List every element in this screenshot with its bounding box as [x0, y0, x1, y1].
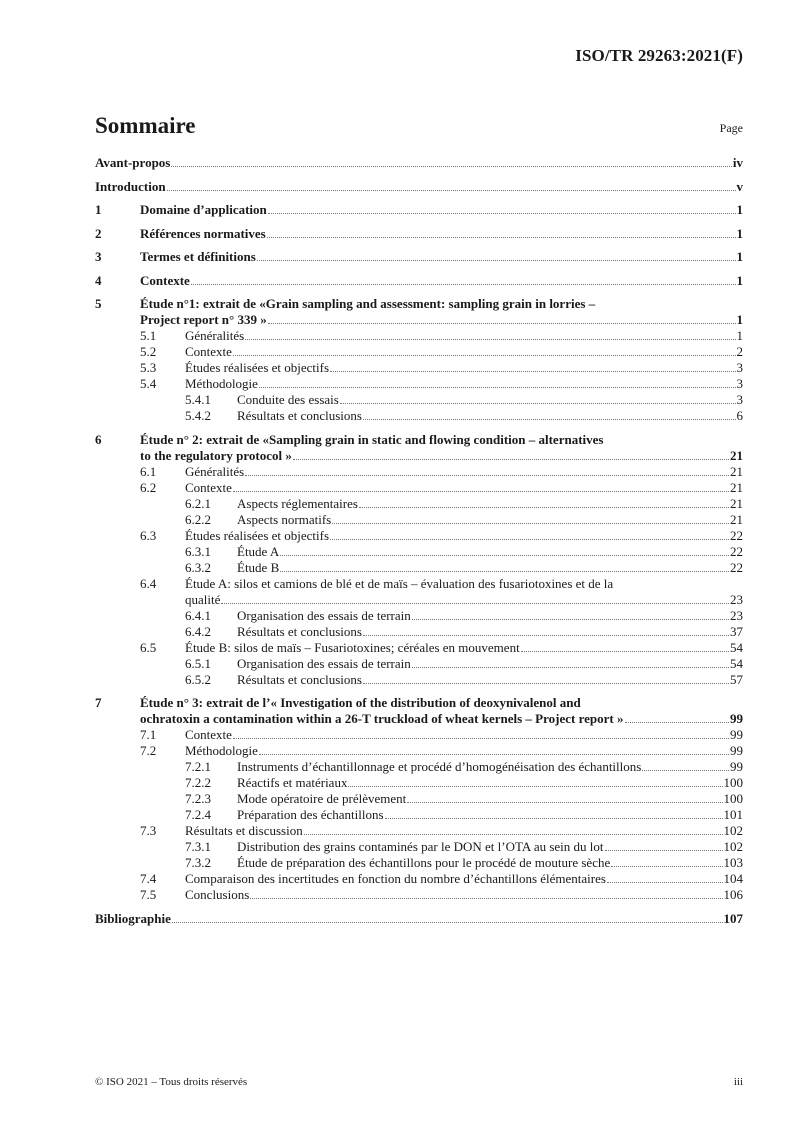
toc-entry-page: 54 [730, 639, 743, 655]
toc-entry-page: 2 [736, 344, 743, 359]
dot-leader [250, 898, 722, 899]
toc-entry-number: 6.4.2 [185, 623, 211, 639]
toc-entry-page: 21 [730, 495, 743, 511]
toc-entry[interactable] [95, 296, 743, 328]
toc-entry-number: 7.2.4 [185, 807, 211, 822]
toc-entry-page: 104 [723, 871, 743, 886]
toc-entry-number: 6.3.2 [185, 559, 211, 575]
dot-leader [611, 866, 722, 867]
dot-leader [607, 882, 723, 883]
toc-entry[interactable] [95, 743, 743, 759]
toc-entry-number: 6 [95, 431, 102, 447]
toc-entry-title: Aspects réglementaires [237, 495, 358, 511]
dot-leader [363, 683, 729, 684]
toc-entry[interactable] [95, 775, 743, 791]
toc-entry-number: 7.3.1 [185, 839, 211, 854]
toc-entry-page: 99 [730, 743, 743, 758]
toc-entry-number: 5.4 [140, 376, 157, 391]
toc-entry-title: Généralités [185, 463, 245, 479]
toc-entry-page: 54 [730, 655, 743, 671]
toc-entry-title: Introduction [95, 178, 166, 194]
toc-entry-page: 3 [736, 392, 743, 407]
toc-entry-title: Termes et définitions [140, 249, 256, 264]
toc-entry-page: 102 [723, 823, 743, 838]
toc-entry-title: Domaine d’application [140, 202, 267, 217]
toc-entry-page: 21 [730, 447, 743, 463]
toc-entry-title: Instruments d’échantillonnage et procédé d’homogénéisation des échantillons [237, 759, 642, 774]
dot-leader [259, 754, 729, 755]
dot-leader [348, 786, 722, 787]
toc-entry[interactable] [95, 608, 743, 624]
toc-entry[interactable] [95, 273, 743, 289]
toc-entry-number: 6.5.1 [185, 655, 211, 671]
toc-entry-number: 5.1 [140, 328, 157, 343]
dot-leader [385, 818, 723, 819]
toc-entry-page: 3 [736, 360, 743, 375]
toc-entry-number: 7.2.2 [185, 775, 211, 790]
dot-leader [412, 667, 729, 668]
dot-leader [330, 371, 735, 372]
toc-entry-title: Résultats et conclusions [237, 408, 362, 423]
toc-entry-number: 5.2 [140, 344, 157, 359]
toc-entry-page: 22 [730, 559, 743, 575]
dot-leader [363, 419, 736, 420]
toc-entry-page: 21 [730, 463, 743, 479]
copyright-footer: © ISO 2021 – Tous droits réservés [95, 1076, 248, 1088]
dot-leader [257, 260, 736, 261]
toc-entry-page: 100 [723, 791, 743, 806]
toc-entry-title: Étude A [237, 543, 280, 559]
toc-entry-page: 100 [723, 775, 743, 790]
toc-entry-title: Aspects normatifs [237, 511, 332, 527]
dot-leader [245, 339, 735, 340]
toc-entry-page: 22 [730, 527, 743, 543]
toc-entry-page: 1 [736, 328, 743, 343]
toc-entry-number: 5.4.2 [185, 408, 211, 423]
toc-entry-title-line1: Étude n° 3: extrait de l’« Investigation of the distribution of deoxynivalenol and [140, 695, 581, 710]
dot-leader [171, 166, 732, 167]
table-of-contents [95, 155, 743, 927]
toc-entry-title: Avant-propos [95, 155, 171, 170]
toc-entry-title: to the regulatory protocol » [140, 447, 292, 463]
toc-entry[interactable] [95, 179, 743, 195]
toc-entry-title: Résultats et discussion [185, 823, 303, 838]
toc-entry-title: Contexte [185, 344, 232, 359]
dot-leader [625, 722, 730, 723]
dot-leader [233, 738, 729, 739]
toc-entry-page: 99 [730, 711, 743, 726]
toc-entry[interactable] [95, 576, 743, 608]
toc-entry-page: 21 [730, 511, 743, 527]
toc-entry-title: Étude B: silos de maïs – Fusariotoxines; céréales en mouvement [185, 639, 520, 655]
toc-entry-number: 6.4 [140, 575, 157, 591]
toc-entry[interactable] [95, 727, 743, 743]
toc-entry[interactable] [95, 480, 743, 496]
toc-entry-number: 1 [95, 202, 102, 217]
toc-entry-page: 107 [723, 910, 743, 926]
toc-entry-page: 99 [730, 759, 743, 774]
toc-entry-page: 103 [723, 855, 743, 870]
toc-entry-number: 7.2.1 [185, 759, 211, 774]
dot-leader [293, 459, 729, 460]
dot-leader [191, 284, 736, 285]
toc-entry-title: Contexte [185, 479, 232, 495]
toc-entry-page: 6 [736, 408, 743, 423]
toc-entry-title: Méthodologie [185, 743, 258, 758]
toc-entry-title: Bibliographie [95, 910, 171, 926]
toc-entry-title: Conduite des essais [237, 392, 339, 407]
toc-entry-number: 7.2.3 [185, 791, 211, 806]
toc-entry-number: 6.5 [140, 639, 157, 655]
toc-entry[interactable] [95, 512, 743, 528]
toc-entry[interactable] [95, 249, 743, 265]
document-id-header: ISO/TR 29263:2021(F) [575, 46, 743, 65]
toc-entry[interactable] [95, 695, 743, 727]
toc-entry[interactable] [95, 871, 743, 887]
toc-entry-title-line1: Étude n°1: extrait de «Grain sampling and assessment: sampling grain in lorries – [140, 296, 596, 311]
dot-leader [280, 571, 729, 572]
toc-entry-title: Contexte [185, 727, 232, 742]
toc-entry-title: Project report n° 339 » [140, 312, 267, 327]
page-number: iii [733, 1076, 743, 1088]
toc-entry-number: 7.3.2 [185, 855, 211, 870]
toc-entry-title: Méthodologie [185, 376, 258, 391]
toc-entry[interactable] [95, 672, 743, 688]
toc-entry[interactable] [95, 855, 743, 871]
toc-entry-title: Références normatives [140, 225, 266, 241]
toc-entry-page: 1 [736, 312, 743, 327]
toc-entry[interactable] [95, 791, 743, 807]
toc-entry-page: 101 [723, 807, 743, 822]
toc-entry[interactable] [95, 640, 743, 656]
dot-leader [407, 802, 722, 803]
toc-entry-number: 6.1 [140, 463, 157, 479]
toc-entry-number: 6.2 [140, 479, 157, 495]
page-title: Sommaire [95, 113, 196, 138]
toc-entry-title: Réactifs et matériaux [237, 775, 348, 790]
toc-entry-title: Étude B [237, 559, 280, 575]
toc-entry[interactable] [95, 464, 743, 480]
toc-entry-number: 7 [95, 695, 102, 710]
toc-entry-number: 7.2 [140, 743, 157, 758]
toc-entry-title: Étude de préparation des échantillons pour le procédé de mouture sèche [237, 855, 611, 870]
toc-entry-title: Généralités [185, 328, 245, 343]
toc-entry-number: 7.1 [140, 727, 157, 742]
dot-leader [359, 507, 729, 508]
toc-entry-page: 106 [723, 887, 743, 902]
toc-entry-title: Mode opératoire de prélèvement [237, 791, 407, 806]
toc-entry-title-line1: Étude A: silos et camions de blé et de maïs – évaluation des fusariotoxines et de la [185, 575, 614, 591]
toc-entry[interactable] [95, 887, 743, 903]
toc-entry-page: 1 [736, 272, 743, 288]
toc-entry[interactable] [95, 392, 743, 408]
toc-entry[interactable] [95, 432, 743, 464]
toc-entry-title: Organisation des essais de terrain [237, 607, 411, 623]
toc-entry[interactable] [95, 759, 743, 775]
dot-leader [172, 922, 723, 923]
toc-entry-number: 6.2.2 [185, 511, 211, 527]
toc-entry[interactable] [95, 560, 743, 576]
page-column-label: Page [719, 121, 743, 135]
toc-entry-number: 7.3 [140, 823, 157, 838]
toc-entry-title: Distribution des grains contaminés par le DON et l’OTA au sein du lot [237, 839, 604, 854]
toc-entry-page: 37 [730, 623, 743, 639]
toc-entry[interactable] [95, 328, 743, 344]
dot-leader [233, 355, 736, 356]
toc-entry-page: 1 [736, 202, 743, 217]
dot-leader [340, 403, 736, 404]
toc-entry-number: 4 [95, 272, 102, 288]
toc-entry-number: 7.5 [140, 887, 157, 902]
toc-entry-number: 5 [95, 296, 102, 311]
toc-entry[interactable] [95, 911, 743, 927]
toc-entry-title-line1: Étude n° 2: extrait de «Sampling grain in static and flowing condition – alternatives [140, 431, 604, 447]
dot-leader [221, 603, 729, 604]
toc-entry-title: Contexte [140, 272, 190, 288]
toc-entry-page: 1 [736, 249, 743, 264]
toc-entry-page: 99 [730, 727, 743, 742]
dot-leader [642, 770, 729, 771]
toc-entry[interactable] [95, 408, 743, 424]
toc-entry-title: Conclusions [185, 887, 250, 902]
toc-entry-number: 5.4.1 [185, 392, 211, 407]
toc-entry-page: 22 [730, 543, 743, 559]
toc-entry[interactable] [95, 226, 743, 242]
toc-entry[interactable] [95, 528, 743, 544]
dot-leader [363, 635, 729, 636]
toc-entry-page: 102 [723, 839, 743, 854]
toc-entry-title: Études réalisées et objectifs [185, 527, 330, 543]
toc-entry-title: Organisation des essais de terrain [237, 655, 411, 671]
toc-entry-number: 6.3.1 [185, 543, 211, 559]
dot-leader [521, 651, 729, 652]
toc-entry-number: 6.2.1 [185, 495, 211, 511]
toc-entry[interactable] [95, 376, 743, 392]
toc-entry-number: 3 [95, 249, 102, 264]
dot-leader [280, 555, 729, 556]
toc-entry-number: 6.5.2 [185, 671, 211, 687]
toc-entry-number: 6.3 [140, 527, 157, 543]
toc-entry-page: 1 [736, 225, 743, 241]
dot-leader [412, 619, 729, 620]
dot-leader [245, 475, 729, 476]
toc-entry[interactable] [95, 544, 743, 560]
toc-entry[interactable] [95, 155, 743, 171]
dot-leader [259, 387, 736, 388]
dot-leader [167, 190, 736, 191]
dot-leader [233, 491, 729, 492]
toc-entry-title: ochratoxin a contamination within a 26-T truckload of wheat kernels – Project report » [140, 711, 624, 726]
toc-entry-number: 5.3 [140, 360, 157, 375]
toc-entry[interactable] [95, 823, 743, 839]
toc-entry-page: 23 [730, 607, 743, 623]
toc-entry-page: 57 [730, 671, 743, 687]
toc-entry-title: Préparation des échantillons [237, 807, 384, 822]
dot-leader [304, 834, 723, 835]
toc-entry[interactable] [95, 202, 743, 218]
toc-entry-title: Résultats et conclusions [237, 671, 362, 687]
toc-entry-number: 6.4.1 [185, 607, 211, 623]
dot-leader [332, 523, 729, 524]
toc-entry-title: Études réalisées et objectifs [185, 360, 330, 375]
dot-leader [267, 237, 736, 238]
dot-leader [268, 213, 736, 214]
dot-leader [330, 539, 729, 540]
toc-entry[interactable] [95, 344, 743, 360]
toc-entry-page: 21 [730, 479, 743, 495]
toc-entry-page: iv [732, 155, 743, 170]
toc-entry-title: Résultats et conclusions [237, 623, 362, 639]
toc-entry[interactable] [95, 624, 743, 640]
toc-entry[interactable] [95, 360, 743, 376]
toc-entry-title: qualité [185, 591, 221, 607]
toc-entry-page: v [736, 178, 743, 194]
dot-leader [605, 850, 723, 851]
toc-entry-page: 23 [730, 591, 743, 607]
dot-leader [268, 323, 736, 324]
toc-entry-number: 2 [95, 225, 102, 241]
toc-entry-page: 3 [736, 376, 743, 391]
toc-entry-title: Comparaison des incertitudes en fonction du nombre d’échantillons élémentaires [185, 871, 606, 886]
toc-entry-number: 7.4 [140, 871, 157, 886]
toc-entry[interactable] [95, 839, 743, 855]
toc-entry[interactable] [95, 496, 743, 512]
toc-entry[interactable] [95, 807, 743, 823]
toc-entry[interactable] [95, 656, 743, 672]
